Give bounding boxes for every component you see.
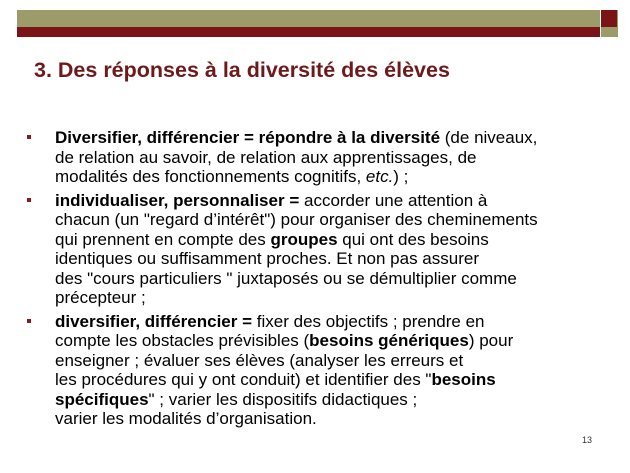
bullet-line (55, 210, 610, 230)
text-run: fixer des objectifs ; prendre en (252, 311, 485, 331)
bullet-line (55, 148, 610, 168)
bullet-line (55, 409, 610, 429)
text-run: " ; varier les dispositifs didactiques ; (148, 389, 418, 409)
text-run: qui prennent en compte des (55, 229, 271, 249)
text-run: = (242, 311, 253, 331)
text-run: Diversifier, différencier = répondre à la diversité (55, 128, 441, 147)
text-run: groupes (270, 229, 338, 249)
bullet-line (55, 331, 610, 351)
text-run: qui ont des besoins (337, 229, 489, 249)
bullet-line (55, 390, 610, 410)
square-bullet-icon (27, 319, 31, 323)
bullet-line (55, 370, 610, 390)
text-run: besoins génériques (309, 331, 469, 350)
text-run: besoins (431, 370, 496, 389)
header-bar-olive (17, 10, 600, 27)
bullet-item (20, 312, 610, 429)
bullet-line (55, 191, 610, 211)
bullet-line (55, 128, 610, 148)
page-number: 13 (582, 435, 593, 445)
bullet-item (20, 128, 610, 187)
bullet-line (55, 269, 610, 289)
bullet-list (20, 128, 610, 433)
header-square-olive (601, 27, 617, 37)
bullet-line (55, 167, 610, 187)
text-run: ) ; (393, 167, 409, 186)
text-run: (de niveaux, (440, 128, 538, 147)
text-run: etc. (365, 167, 394, 186)
bullet-line (55, 288, 610, 308)
text-run: diversifier, différencier (55, 311, 238, 331)
text-run: individualiser, personnaliser (55, 190, 285, 210)
header-square-maroon (601, 10, 617, 27)
bullet-line (55, 351, 610, 371)
text-run: compte les obstacles prévisibles ( (55, 331, 310, 350)
text-run: enseigner ; évaluer ses élèves (analyser les erreurs et (55, 350, 464, 370)
text-run: varier les modalités d’organisation. (55, 409, 317, 428)
text-run: des "cours particuliers " juxtaposés ou se démultiplier comme (55, 268, 517, 288)
text-run: identiques ou suffisamment proches. Et non pas assurer (55, 249, 479, 268)
square-bullet-icon (27, 135, 31, 139)
text-run: ) pour (468, 331, 514, 350)
text-run: spécifiques (55, 389, 149, 409)
bullet-item (20, 191, 610, 308)
slide-title: 3. Des réponses à la diversité des élèves (34, 58, 450, 82)
square-bullet-icon (27, 198, 31, 202)
text-run: les procédures qui y ont conduit) et identifier des " (55, 370, 432, 389)
text-run: de relation au savoir, de relation aux apprentissages, de (55, 147, 477, 167)
bullet-line (55, 312, 610, 332)
bullet-line (55, 249, 610, 269)
text-run: accorder une attention à (299, 190, 488, 210)
text-run: modalités des fonctionnements cognitifs, (55, 167, 366, 186)
text-run: chacun (un "regard d’intérêt") pour organiser des cheminements (55, 210, 538, 229)
bullet-line (55, 230, 610, 250)
text-run: précepteur ; (55, 288, 146, 307)
text-run: = (289, 190, 300, 210)
header-divider (617, 10, 618, 37)
header-bar-maroon (17, 27, 600, 37)
